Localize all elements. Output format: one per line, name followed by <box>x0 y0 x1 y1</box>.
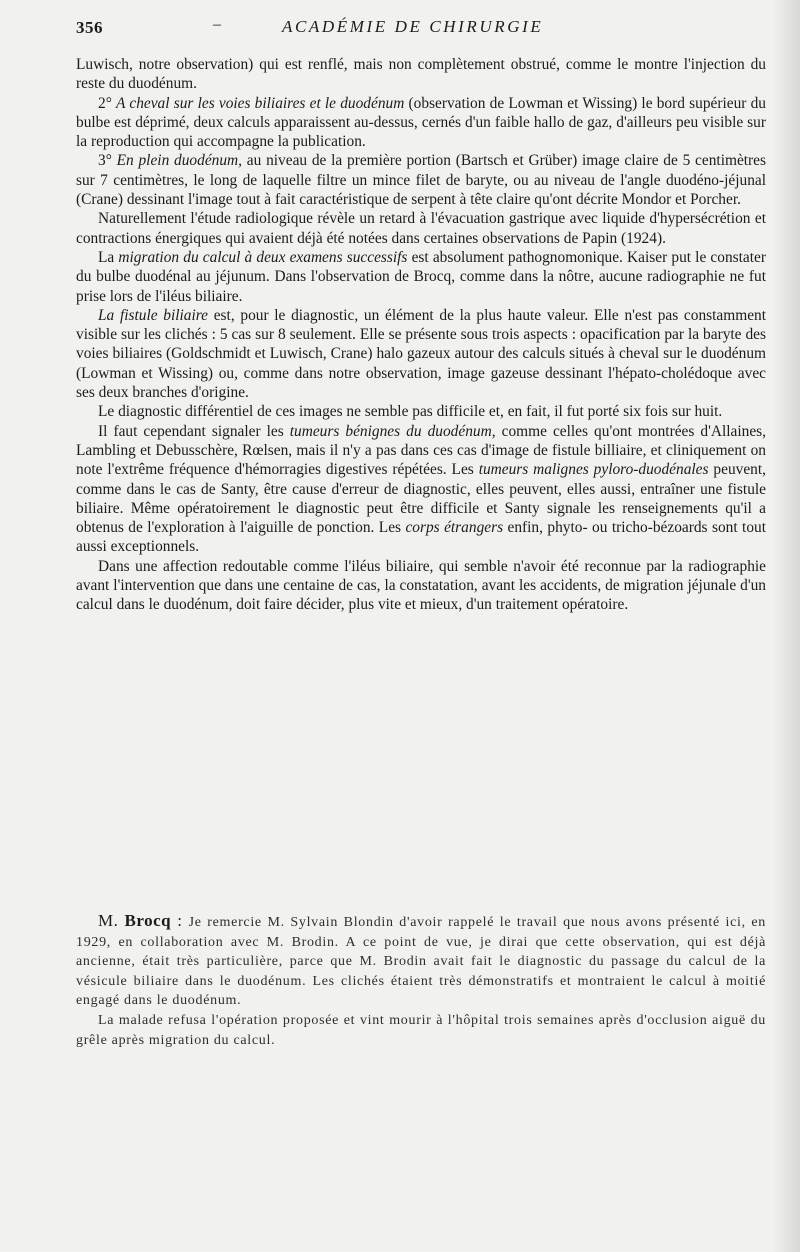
page-number: 356 <box>76 18 103 37</box>
speaker <box>98 911 189 930</box>
paragraph-text: enfin, phyto- ou tricho-bézoards sont tout aussi exceptionnels. <box>76 519 766 556</box>
speaker-name: Brocq <box>124 911 172 930</box>
emphasis: corps étrangers <box>405 519 504 537</box>
paragraph-6 <box>76 306 766 402</box>
discussion-paragraph-2: La malade refusa l'opération proposée et vint mourir à l'hôpital trois semaines après d'occlusion aiguë du grêle après migration du calcul. <box>76 1012 766 1048</box>
paragraph-4: Naturellement l'étude radiologique révèle un retard à l'évacuation gastrique avec liquide d'hypersécrétion et contractions énergiques qui avaient déjà été notées dans certaines observations de Papin (1924). <box>76 210 766 247</box>
discussion-text: Je remercie M. Sylvain Blondin d'avoir rappelé le travail que nous avons présenté ici, en 1929, en collaboration avec M. Brodin. A ce point de vue, je dirai que cette observation, qui est déjà ancienne, était très particulière, parce que M. Brodin avait fait le diagnostic du passage du calcul de la vésicule biliaire dans le duodénum. Les clichés étaient très démonstratifs et montraient le calcul à moitié engagé dans le duodénum. <box>76 915 766 1009</box>
paragraph-text: est, pour le diagnostic, un élément de la plus haute valeur. Elle n'est pas constamment visible sur les clichés : 5 cas sur 8 seulement. Elle se présente sous trois aspects : opacification par la baryte des voies biliaires (Goldschmidt et Luwisch, Crane) halo gazeux autour des calculs situés à cheval sur le duodénum (Lowman et Wissing) ou, comme dans notre observation, image gazeuse dessinant l'hépato-cholédoque avec ses deux branches d'origine. <box>76 306 766 402</box>
paragraph-text: Il faut cependant signaler les <box>98 422 290 440</box>
paragraph-text: comme celles qu'ont montrées d'Allaines, Lambling et Debusschère, Rœlsen, mais il n'y a pas dans ces cas d'image de fistule billiaire, et cliniquement on note l'extrême fréquence d'hémorragies digestives répétées. Les <box>76 422 766 479</box>
paragraph-7: Le diagnostic différentiel de ces images ne semble pas difficile et, en fait, il fut porté six fois sur huit. <box>98 403 723 421</box>
emphasis: A cheval sur les voies biliaires et le duodénum <box>116 94 405 112</box>
paragraph-9: Dans une affection redoutable comme l'iléus biliaire, qui semble n'avoir été reconnue par la radiographie avant l'intervention que dans une centaine de cas, la constatation, avant les accidents, de migration jéjunale d'un calcul dans le duodénum, doit faire décider, plus vite et mieux, d'un traitement opératoire. <box>76 557 766 614</box>
paragraph-text: La <box>98 248 119 266</box>
running-header <box>76 14 776 44</box>
page-edge-shadow <box>772 0 800 1252</box>
speaker-colon: : <box>171 911 189 930</box>
emphasis: En plein duodénum, <box>116 152 242 170</box>
emphasis: tumeurs bénignes du duodénum, <box>289 422 496 440</box>
paragraph-text: (observation de Lowman et Wissing) le bord supérieur du bulbe est déprimé, deux calculs apparaissent au-dessus, cernés d'un faible hallo de gaz, d'ailleurs peu visible sur la reproduction qui accompagne la publication. <box>76 94 766 151</box>
paragraph-text: est absolument pathognomonique. Kaiser put le constater du bulbe duodénal au jéjunum. Dans l'observation de Brocq, comme dans la nôtre, aucune radiographie ne fut prise lors de l'iléus biliaire. <box>76 248 766 305</box>
header-dash: – <box>213 16 221 33</box>
paragraph-5 <box>76 248 766 306</box>
paragraph-3 <box>76 151 766 209</box>
paragraph-2 <box>76 94 766 152</box>
paragraph-1: Luwisch, notre observation) qui est renflé, mais non complètement obstrué, comme le montre l'injection du reste du duodénum. <box>76 56 766 93</box>
paragraph-8 <box>76 422 766 557</box>
paragraph-text: peuvent, comme dans le cas de Santy, être cause d'erreur de diagnostic, elles peuvent, elles aussi, entraîner une fistule biliaire. Même opératoirement le diagnostic peut être difficile et Santy signale les renseignements qu'il a obtenus de l'exploration à l'aiguille de ponction. Les <box>76 461 766 537</box>
item-number: 3° <box>98 152 117 170</box>
emphasis: tumeurs malignes pyloro-duodénales <box>478 461 709 479</box>
running-title: ACADÉMIE DE CHIRURGIE <box>282 17 544 36</box>
discussion-paragraph-1 <box>76 911 766 1011</box>
main-text <box>76 55 766 615</box>
discussion-section <box>76 911 766 1050</box>
emphasis: migration du calcul à deux examens successifs <box>118 248 408 266</box>
item-number: 2° <box>98 94 117 112</box>
speaker-prefix: M. <box>98 911 125 930</box>
paragraph-text: au niveau de la première portion (Bartsch et Grüber) image claire de 5 centimètres sur 7 centimètres, le long de laquelle filtre un mince filet de baryte, ou au niveau de l'angle duodéno-jéjunal (Crane) dessinant l'image tout à fait caractéristique de serpent à tête claire qu'ont décrite Mondor et Porcher. <box>76 152 766 209</box>
emphasis: La fistule biliaire <box>98 306 209 324</box>
